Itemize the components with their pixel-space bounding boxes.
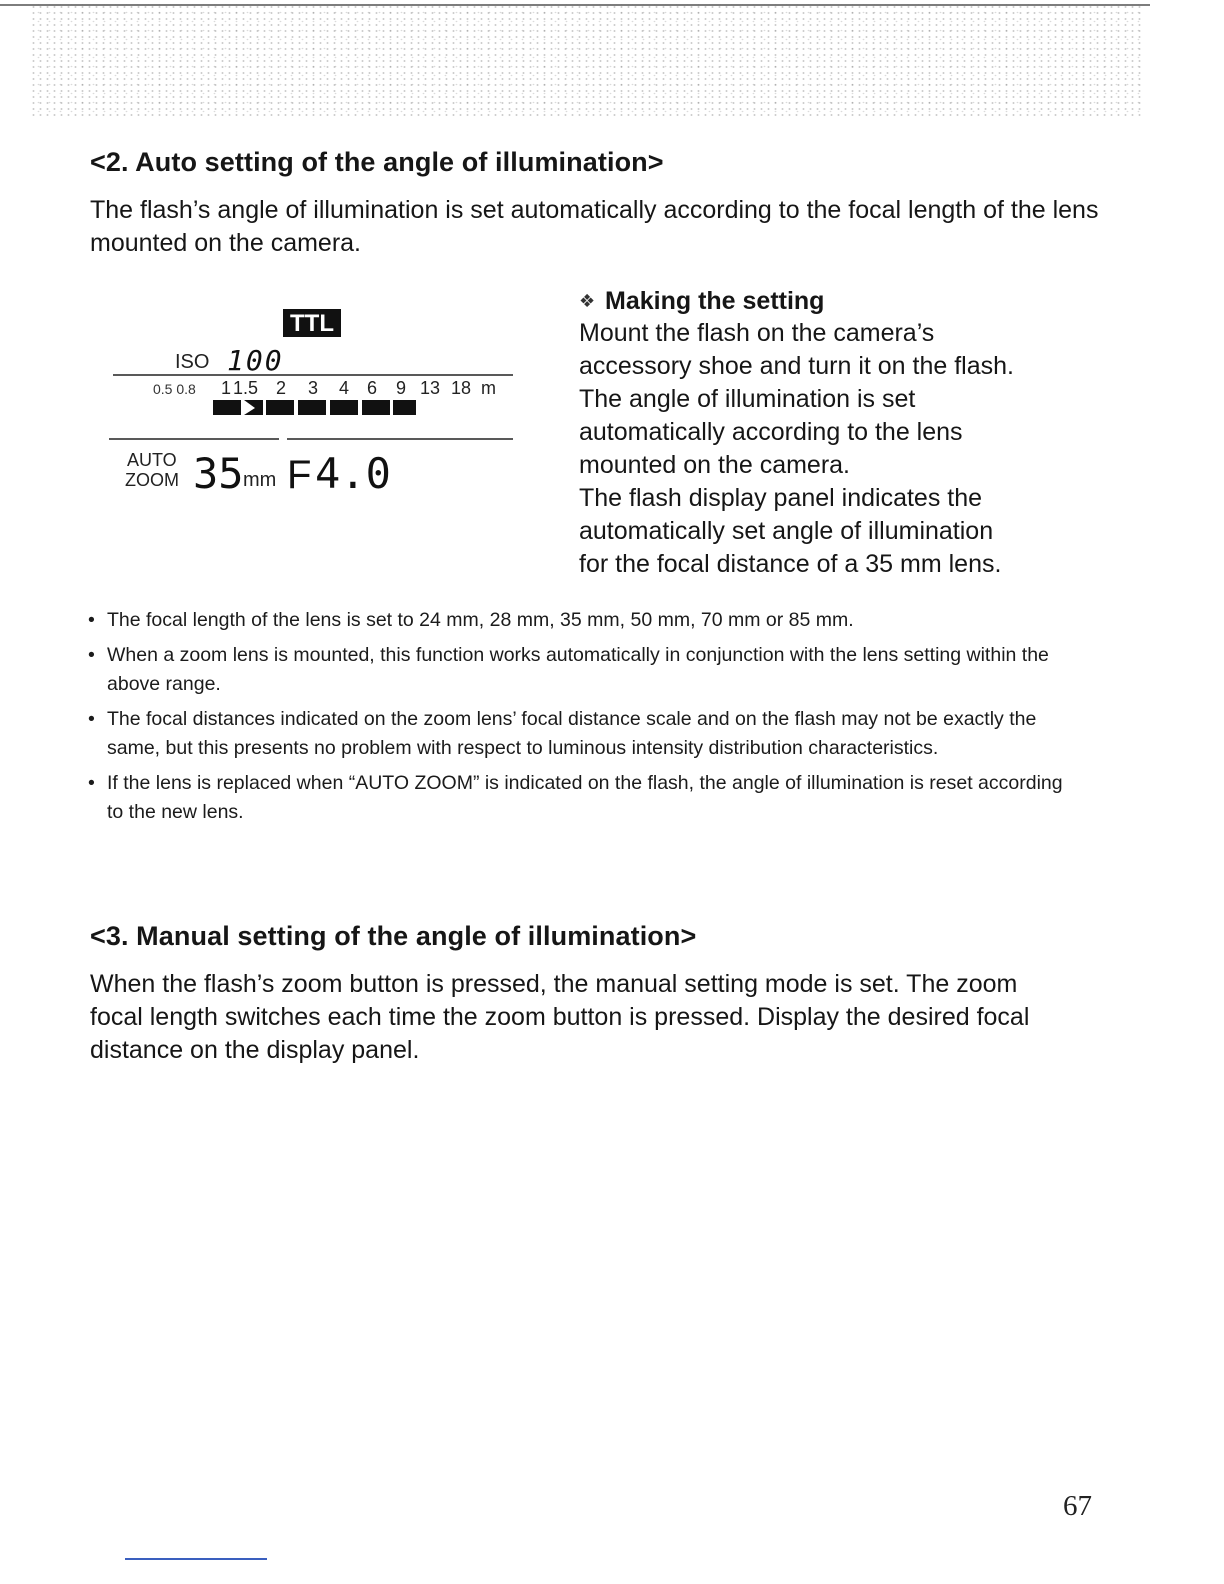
- page-number: 67: [1063, 1490, 1092, 1522]
- note-text: When a zoom lens is mounted, this function works automatically in conjunction with the lens setting within the above range.: [107, 644, 1049, 695]
- scale-value: 2: [276, 378, 287, 398]
- flash-range-bar: [213, 400, 416, 415]
- section-2-title: <2. Auto setting of the angle of illumination>: [90, 147, 664, 177]
- zoom-label: ZOOM: [125, 470, 179, 490]
- section-3-title: <3. Manual setting of the angle of illumination>: [90, 921, 697, 951]
- ttl-label: TTL: [290, 310, 334, 337]
- making-setting-heading: [579, 285, 1079, 317]
- scale-prefix: 0.5 0.8: [153, 381, 196, 397]
- section-3-intro: When the flash’s zoom button is pressed, the manual setting mode is set. The zoom focal length switches each time the zoom button is pressed. Display the desired focal distance on the display panel.: [90, 970, 1030, 1064]
- bullet-icon: •: [88, 609, 95, 631]
- scale-value: 1: [221, 378, 232, 398]
- bullet-icon: •: [88, 644, 95, 666]
- iso-value: 100: [227, 344, 284, 377]
- list-item: [88, 705, 1078, 763]
- note-text: If the lens is replaced when “AUTO ZOOM” is indicated on the flash, the angle of illumination is reset according to the new lens.: [107, 772, 1063, 823]
- flash-display-panel-illustration: [105, 288, 525, 588]
- list-item: [88, 769, 1078, 827]
- scale-value: 6: [367, 378, 378, 398]
- aperture-value: 4.0: [315, 449, 391, 498]
- scale-unit: m: [481, 378, 496, 398]
- section-2-intro: The flash’s angle of illumination is set automatically according to the focal length of the lens mounted on the camera.: [90, 196, 1099, 257]
- header-band: [30, 4, 1145, 116]
- iso-label: ISO: [175, 351, 210, 373]
- scale-value: 18: [451, 378, 472, 398]
- diamond-icon: ❖: [579, 291, 596, 311]
- note-text: The focal distances indicated on the zoom lens’ focal distance scale and on the flash may not be exactly the same, but this presents no problem with respect to luminous intensity distribution characteristics.: [107, 708, 1037, 759]
- focal-length-value: 35: [193, 449, 244, 498]
- footer-rule: [125, 1558, 267, 1560]
- auto-label: AUTO: [127, 450, 177, 470]
- notes-list: [88, 606, 1078, 833]
- bullet-icon: •: [88, 708, 95, 730]
- note-text: The focal length of the lens is set to 24 mm, 28 mm, 35 mm, 50 mm, 70 mm or 85 mm.: [107, 609, 854, 631]
- making-setting-body: Mount the flash on the camera’s accessory shoe and turn it on the flash. The angle of illumination is set automatically according to the lens mounted on the camera. The flash display panel indicates the automatically set angle of illumination for the focal distance of a 35 mm lens.: [579, 319, 1014, 578]
- making-setting-heading-text: Making the setting: [605, 287, 825, 315]
- focal-length-unit: mm: [243, 469, 277, 491]
- list-item: [88, 606, 1078, 635]
- bullet-icon: •: [88, 772, 95, 794]
- scale-value: 13: [420, 378, 441, 398]
- making-setting-block: [579, 285, 1079, 581]
- aperture-letter: F: [287, 453, 312, 497]
- scale-value: 3: [308, 378, 319, 398]
- list-item: [88, 641, 1078, 699]
- scale-value: 4: [339, 378, 350, 398]
- scale-value: 1.5: [233, 378, 259, 398]
- scale-value: 9: [396, 378, 407, 398]
